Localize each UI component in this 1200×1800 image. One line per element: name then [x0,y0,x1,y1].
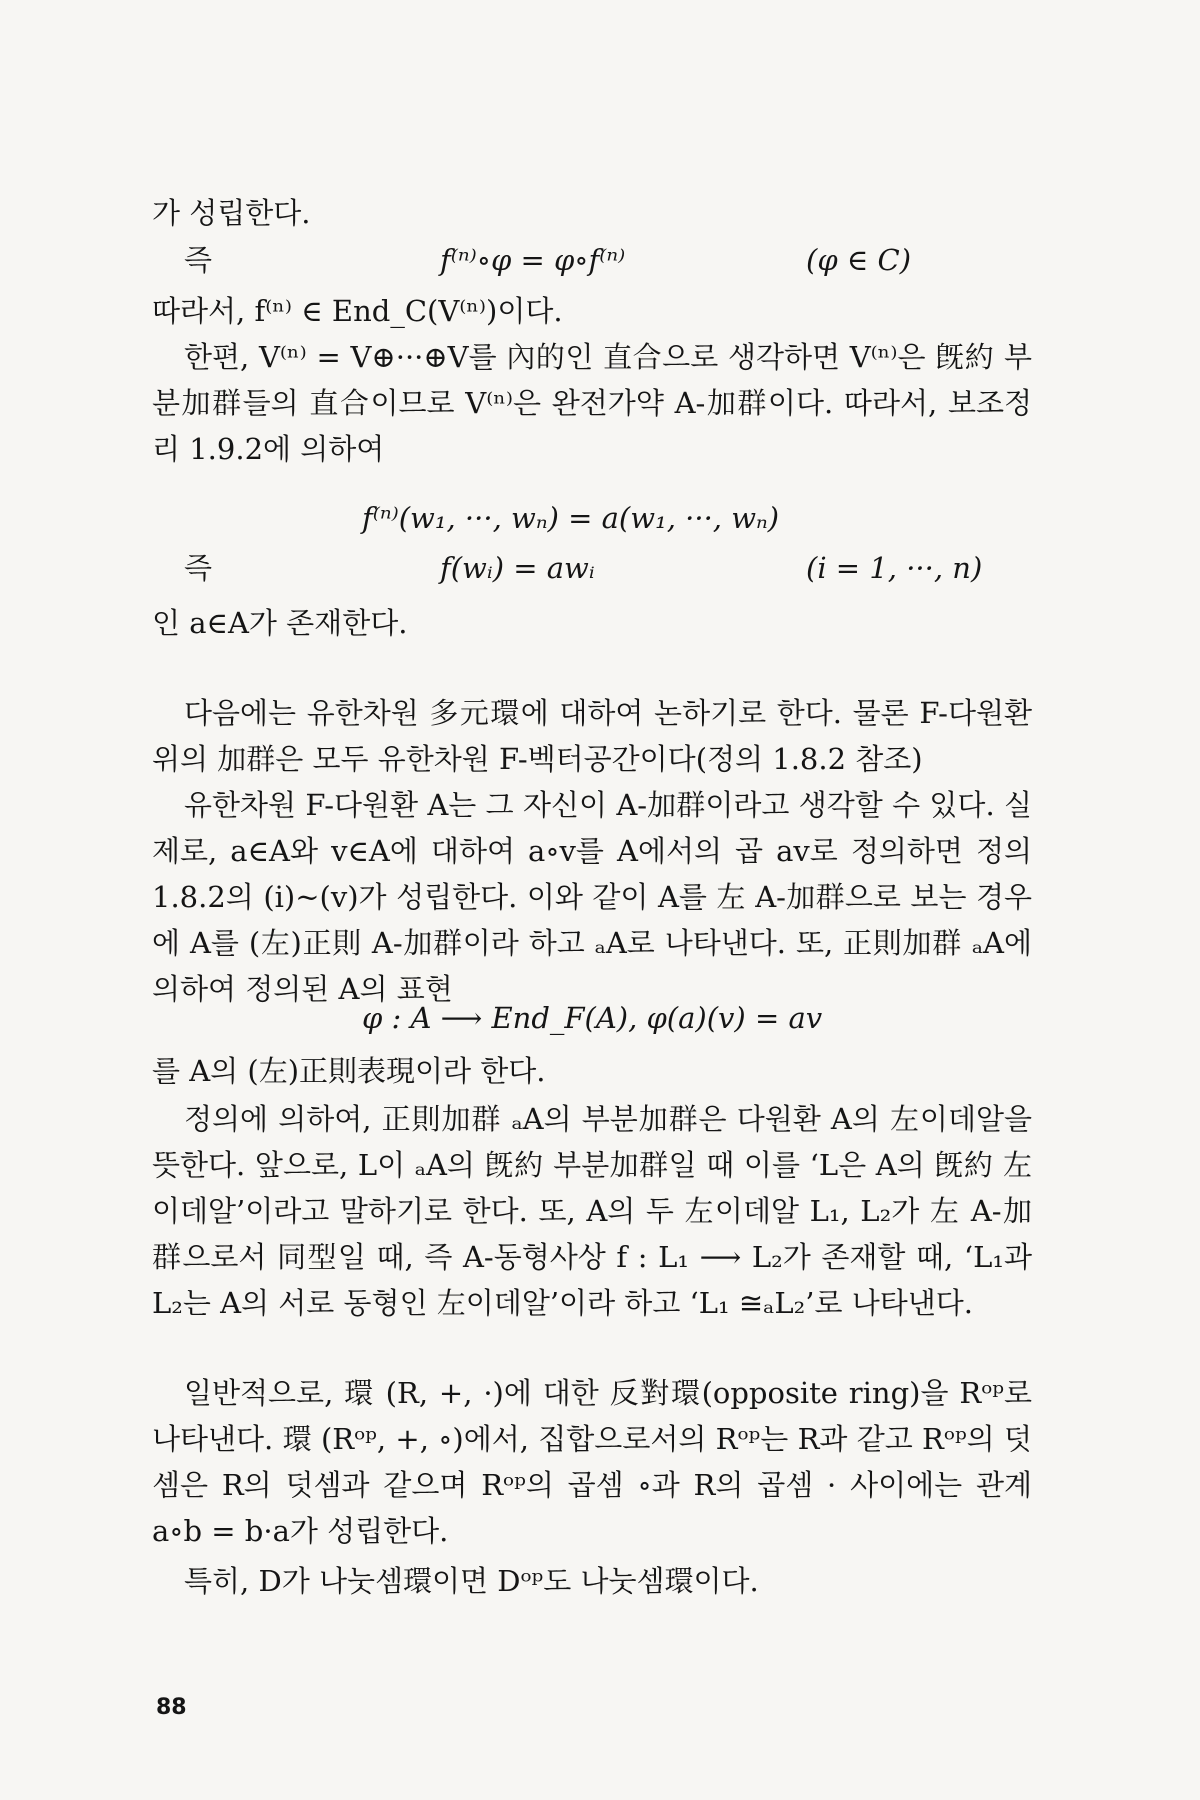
text-line: 인 a∈A가 존재한다. [152,606,408,640]
paragraph: 한편, V⁽ⁿ⁾ = V⊕···⊕V를 內的인 直合으로 생각하면 V⁽ⁿ⁾은 旣約 부분加群들의 直合이므로 V⁽ⁿ⁾은 완전가약 A-加群이다. 따라서, 보조정리 1.9.2에 의하여 [152,340,1032,466]
text-line: 따라서, f⁽ⁿ⁾ ∈ End_C(V⁽ⁿ⁾)이다. [152,294,563,328]
equation-2: f⁽ⁿ⁾(w₁, ···, wₙ) = a(w₁, ···, wₙ) [362,501,780,535]
equation-1-condition: (φ ∈ C) [806,243,912,277]
equation-lead: 즉 [184,551,213,585]
paragraph: 일반적으로, 環 (R, +, ·)에 대한 反對環(opposite ring)을 Rᵒᵖ로 나타낸다. 環 (Rᵒᵖ, +, ∘)에서, 집합으로서의 Rᵒᵖ는 R과 같고 Rᵒᵖ의 덧셈은 R의 덧셈과 같으며 Rᵒᵖ의 곱셈 ∘과 R의 곱셈 · 사이에는 관계 a∘b = b·a가 성립한다. [152,1376,1032,1548]
text-line: 를 A의 (左)正則表現이라 한다. [152,1054,546,1088]
paragraph: 유한차원 F-다원환 A는 그 자신이 A-加群이라고 생각할 수 있다. 실제로, a∈A와 v∈A에 대하여 a∘v를 A에서의 곱 av로 정의하면 정의 1.8.2의 (i)~(v)가 성립한다. 이와 같이 A를 左 A-加群으로 보는 경우에 A를 (左)正則 A-加群이라 하고 ₐA로 나타낸다. 또, 正則加群 ₐA에 의하여 정의된 A의 표현 [152,788,1032,1006]
paragraph: 특히, D가 나눗셈環이면 Dᵒᵖ도 나눗셈環이다. [184,1564,759,1598]
equation-4: φ : A ⟶ End_F(A), φ(a)(v) = av [362,1001,823,1035]
text-line: 가 성립한다. [152,196,311,230]
equation-3: f(wᵢ) = awᵢ [440,551,595,585]
equation-1: f⁽ⁿ⁾∘φ = φ∘f⁽ⁿ⁾ [440,243,626,277]
paragraph: 정의에 의하여, 正則加群 ₐA의 부분加群은 다원환 A의 左이데알을 뜻한다. 앞으로, L이 ₐA의 旣約 부분加群일 때 이를 ‘L은 A의 旣約 左이데알’이라고 말하기로 한다. 또, A의 두 左이데알 L₁, L₂가 左 A-加群으로서 同型일 때, 즉 A-동형사상 f : L₁ ⟶ L₂가 존재할 때, ‘L₁과 L₂는 A의 서로 동형인 左이데알’이라 하고 ‘L₁ ≅ₐL₂’로 나타낸다. [152,1102,1032,1320]
paragraph: 다음에는 유한차원 多元環에 대하여 논하기로 한다. 물론 F-다원환 위의 加群은 모두 유한차원 F-벡터공간이다(정의 1.8.2 참조) [152,696,1032,776]
equation-lead: 즉 [184,243,213,277]
equation-3-condition: (i = 1, ···, n) [806,551,983,585]
page-number: 88 [156,1695,187,1720]
